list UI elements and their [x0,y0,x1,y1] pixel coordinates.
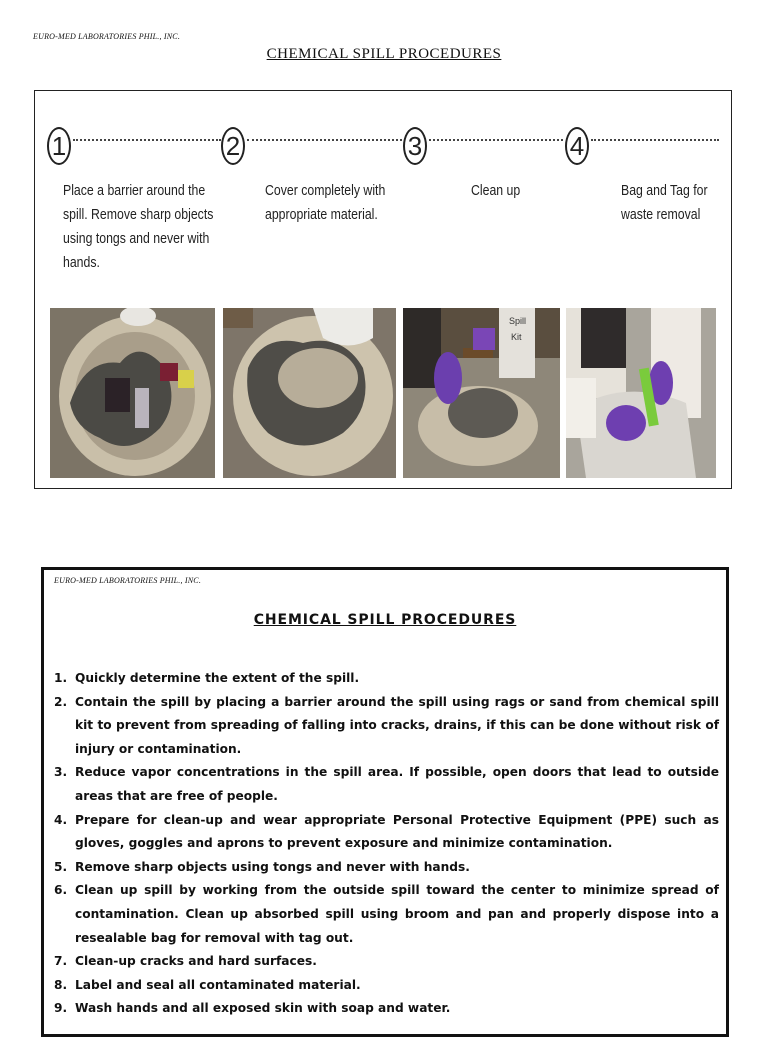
step-3-text: Clean up [471,182,521,199]
step-1-photo [50,308,215,478]
step-4-photo [566,308,716,478]
list-item: 1. Quickly determine the extent of the spill. [54,671,360,685]
procedure-list [54,667,719,1021]
document-title: CHEMICAL SPILL PROCEDURES [253,612,517,628]
list-item: 5. Remove sharp objects using tongs and never with hands. [54,859,470,874]
step-connector [73,139,221,141]
list-item: 6. Clean up spill by working from the outside spill toward the center to minimize spread of contamination. Clean up absorbed spill using broom and pan and properly dispose into a resealable bag for removal with tag out. [54,883,719,945]
step-connector [247,139,402,141]
step-4-text: Bag and Tag for waste removal [621,182,708,223]
step-2-text: Cover completely with appropriate material. [265,182,386,223]
procedure-poster [34,90,732,489]
list-item: 9. Wash hands and all exposed skin with soap and water. [54,1001,451,1016]
spill-kit-label-1: Spill [509,316,527,326]
list-item: 8. Label and seal all contaminated material. [54,977,361,992]
step-1-text: Place a barrier around the spill. Remove sharp objects using tongs and never with hands. [63,182,214,271]
list-item: 7. Clean-up cracks and hard surfaces. [54,954,317,969]
step-3-photo [403,308,560,478]
spill-kit-label-2: Kit [511,332,522,342]
step-3-number: 3 [403,127,427,165]
step-4-number: 4 [565,127,589,165]
step-connector [429,139,563,141]
step-2-number: 2 [221,127,245,165]
step-1-number: 1 [47,127,71,165]
step-connector [591,139,719,141]
page-title: CHEMICAL SPILL PROCEDURES [266,46,502,62]
list-item: 4. Prepare for clean-up and wear appropriate Personal Protective Equipment (PPE) such as gloves, goggles and aprons to prevent exposure and minimize contamination. [54,812,719,851]
list-item: 3. Reduce vapor concentrations in the spill area. If possible, open doors that lead to outside areas that are free of people. [54,765,719,803]
list-item: 2. Contain the spill by placing a barrier around the spill using rags or sand from chemical spill kit to prevent from spreading of falling into cracks, drains, if this can be done without risk of injury or contamination. [54,694,719,756]
company-name: EURO-MED LABORATORIES PHIL., INC. [33,32,181,41]
company-name: EURO-MED LABORATORIES PHIL., INC. [54,576,202,585]
step-2-photo [223,308,396,478]
procedure-document [41,567,729,1037]
